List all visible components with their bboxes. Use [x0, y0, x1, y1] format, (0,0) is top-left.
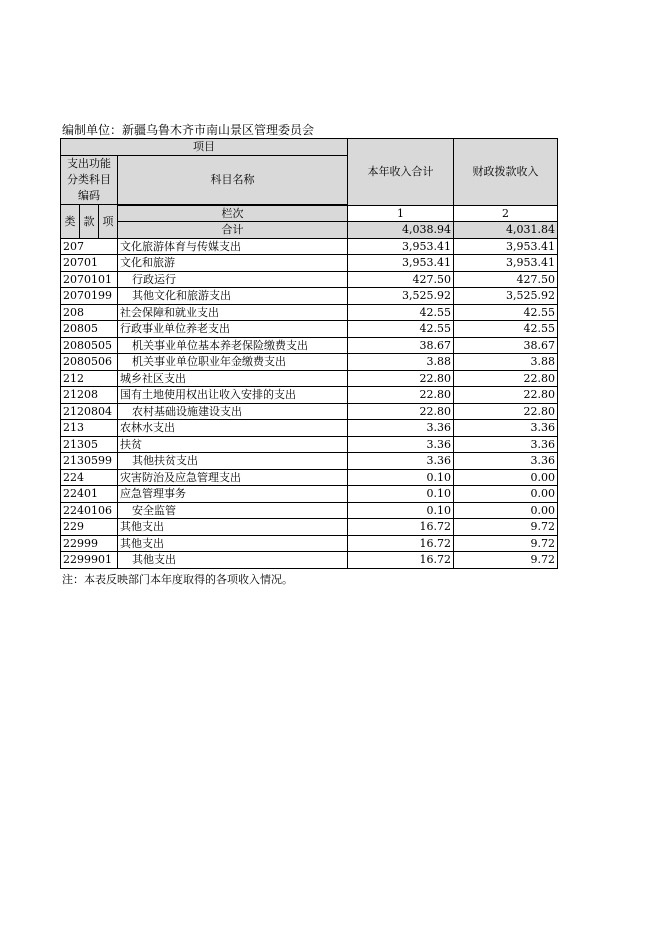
row-subject-name: 其他支出 [118, 535, 348, 552]
row-subject-name: 其他支出 [118, 552, 348, 569]
row-subject-name: 机关事业单位基本养老保险缴费支出 [118, 337, 348, 354]
row-total-income: 22.80 [348, 370, 454, 387]
row-fiscal-income: 9.72 [454, 535, 558, 552]
row-total-income: 0.10 [348, 469, 454, 486]
total-fiscal-value: 4,031.84 [454, 222, 558, 239]
table-row [61, 337, 558, 354]
income-table [60, 138, 558, 569]
row-subject-name: 应急管理事务 [118, 486, 348, 503]
row-code: 2299901 [61, 552, 118, 569]
row-code: 229 [61, 519, 118, 536]
row-subject-name: 国有土地使用权出让收入安排的支出 [118, 387, 348, 404]
table-row [61, 486, 558, 503]
row-total-income: 3,525.92 [348, 288, 454, 305]
row-subject-name: 其他文化和旅游支出 [118, 288, 348, 305]
table-row [61, 304, 558, 321]
row-fiscal-income: 3,525.92 [454, 288, 558, 305]
row-total-income: 3,953.41 [348, 255, 454, 272]
row-total-income: 3.88 [348, 354, 454, 371]
table-row [61, 453, 558, 470]
row-subject-name: 文化和旅游 [118, 255, 348, 272]
row-subject-name: 社会保障和就业支出 [118, 304, 348, 321]
row-total-income: 3.36 [348, 420, 454, 437]
row-subject-name: 扶贫 [118, 436, 348, 453]
header-project: 项目 [61, 139, 348, 156]
row-code: 2080505 [61, 337, 118, 354]
total-income-value: 4,038.94 [348, 222, 454, 239]
table-row [61, 519, 558, 536]
row-code: 2070199 [61, 288, 118, 305]
row-fiscal-income: 3.36 [454, 453, 558, 470]
row-fiscal-income: 9.72 [454, 552, 558, 569]
header-total-income: 本年收入合计 [348, 139, 454, 206]
row-code: 212 [61, 370, 118, 387]
row-fiscal-income: 0.00 [454, 469, 558, 486]
table-row [61, 469, 558, 486]
header-fiscal-income: 财政拨款收入 [454, 139, 558, 206]
row-total-income: 16.72 [348, 519, 454, 536]
row-fiscal-income: 3,953.41 [454, 238, 558, 255]
row-fiscal-income: 3.88 [454, 354, 558, 371]
row-code: 208 [61, 304, 118, 321]
row-code: 20701 [61, 255, 118, 272]
row-total-income: 22.80 [348, 403, 454, 420]
row-subject-name: 机关事业单位职业年金缴费支出 [118, 354, 348, 371]
row-total-income: 0.10 [348, 486, 454, 503]
row-fiscal-income: 38.67 [454, 337, 558, 354]
row-fiscal-income: 0.00 [454, 486, 558, 503]
table-row [61, 370, 558, 387]
table-row [61, 288, 558, 305]
footnote: 注：本表反映部门本年度取得的各项收入情况。 [62, 573, 293, 586]
table-row [61, 502, 558, 519]
row-fiscal-income: 0.00 [454, 502, 558, 519]
row-total-income: 3.36 [348, 436, 454, 453]
row-code: 2240106 [61, 502, 118, 519]
header-col1: 1 [348, 205, 454, 222]
row-code: 21305 [61, 436, 118, 453]
row-total-income: 0.10 [348, 502, 454, 519]
header-subject-name: 科目名称 [118, 155, 348, 204]
table-row [61, 238, 558, 255]
row-code: 224 [61, 469, 118, 486]
row-subject-name: 农村基础设施建设支出 [118, 403, 348, 420]
row-fiscal-income: 42.55 [454, 304, 558, 321]
row-fiscal-income: 22.80 [454, 370, 558, 387]
header-lei: 类 [61, 204, 80, 238]
header-xiang: 项 [99, 204, 118, 238]
total-label: 合计 [118, 222, 348, 239]
row-fiscal-income: 427.50 [454, 271, 558, 288]
row-fiscal-income: 3.36 [454, 420, 558, 437]
row-fiscal-income: 9.72 [454, 519, 558, 536]
table-row [61, 535, 558, 552]
row-total-income: 3.36 [348, 453, 454, 470]
row-total-income: 16.72 [348, 535, 454, 552]
table-row [61, 354, 558, 371]
row-subject-name: 农林水支出 [118, 420, 348, 437]
row-subject-name: 城乡社区支出 [118, 370, 348, 387]
table-row [61, 552, 558, 569]
row-code: 213 [61, 420, 118, 437]
table-row [61, 420, 558, 437]
unit-label: 编制单位：新疆乌鲁木齐市南山景区管理委员会 [62, 123, 315, 137]
table-row [61, 271, 558, 288]
row-code: 207 [61, 238, 118, 255]
row-code: 20805 [61, 321, 118, 338]
row-code: 2120804 [61, 403, 118, 420]
header-kuan: 款 [80, 204, 99, 238]
row-fiscal-income: 3.36 [454, 436, 558, 453]
table-row [61, 321, 558, 338]
row-code: 21208 [61, 387, 118, 404]
row-total-income: 22.80 [348, 387, 454, 404]
row-total-income: 42.55 [348, 321, 454, 338]
row-fiscal-income: 22.80 [454, 403, 558, 420]
row-code: 22999 [61, 535, 118, 552]
row-code: 2080506 [61, 354, 118, 371]
header-column-order: 栏次 [118, 205, 348, 222]
row-code: 2070101 [61, 271, 118, 288]
row-total-income: 42.55 [348, 304, 454, 321]
row-subject-name: 灾害防治及应急管理支出 [118, 469, 348, 486]
header-col2: 2 [454, 205, 558, 222]
row-total-income: 3,953.41 [348, 238, 454, 255]
row-fiscal-income: 3,953.41 [454, 255, 558, 272]
table-row [61, 403, 558, 420]
row-total-income: 38.67 [348, 337, 454, 354]
table-row [61, 436, 558, 453]
row-subject-name: 其他支出 [118, 519, 348, 536]
row-code: 22401 [61, 486, 118, 503]
row-total-income: 16.72 [348, 552, 454, 569]
row-fiscal-income: 42.55 [454, 321, 558, 338]
row-total-income: 427.50 [348, 271, 454, 288]
table-row [61, 387, 558, 404]
row-subject-name: 其他扶贫支出 [118, 453, 348, 470]
row-subject-name: 行政运行 [118, 271, 348, 288]
row-fiscal-income: 22.80 [454, 387, 558, 404]
row-subject-name: 安全监管 [118, 502, 348, 519]
table-row [61, 255, 558, 272]
header-func-code: 支出功能分类科目编码 [61, 155, 118, 204]
row-code: 2130599 [61, 453, 118, 470]
row-subject-name: 文化旅游体育与传媒支出 [118, 238, 348, 255]
row-subject-name: 行政事业单位养老支出 [118, 321, 348, 338]
